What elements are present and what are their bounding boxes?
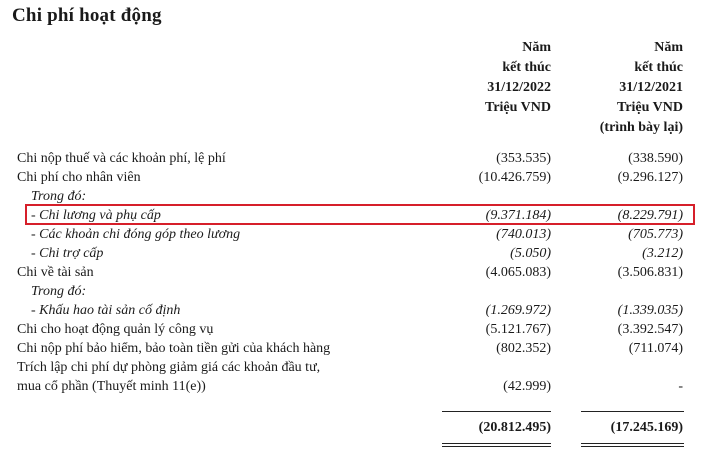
table-row [0,244,717,263]
value-2022: (740.013) [496,227,551,242]
section-title: Chi phí hoạt động [12,5,162,26]
table-row [0,339,717,358]
value-2022: (353.535) [496,151,551,166]
table-row [0,282,717,301]
column-header-date: 31/12/2022 [487,80,551,95]
row-label: - Chi lương và phụ cấp [31,208,161,223]
total-double-rule-2022-a [442,443,551,444]
value-2021: (1.339.035) [617,303,683,318]
row-label: Chi nộp thuế và các khoản phí, lệ phí [17,151,226,166]
row-label: - Khấu hao tài sản cố định [31,303,181,318]
total-2021: (17.245.169) [610,420,683,435]
column-header-unit: Triệu VND [617,100,683,115]
column-header-date: 31/12/2021 [619,80,683,95]
highlight-box [25,204,695,225]
expense-table [0,149,717,396]
total-2022: (20.812.495) [478,420,551,435]
row-label: - Các khoản chi đóng góp theo lương [31,227,241,242]
column-header-2021 [553,38,683,138]
table-row [0,301,717,320]
total-double-rule-2022-b [442,446,551,447]
column-header-line: kết thúc [502,60,551,75]
column-header-note: (trình bày lại) [599,120,683,135]
table-row [0,149,717,168]
total-top-rule-2022 [442,411,551,412]
total-double-rule-2021-b [581,446,684,447]
column-header-unit: Triệu VND [485,100,551,115]
table-row [0,225,717,244]
value-2022: (9.371.184) [485,208,551,223]
table-row [0,168,717,187]
row-label: Chi cho hoạt động quản lý công vụ [17,322,214,337]
total-top-rule-2021 [581,411,684,412]
row-label: Trong đó: [31,189,87,204]
column-header-line: Năm [522,40,551,55]
value-2021: (3.506.831) [617,265,683,280]
value-2021: (3.212) [642,246,683,261]
value-2021: (711.074) [628,341,683,356]
value-2022: (802.352) [496,341,551,356]
value-2021: - [678,379,683,394]
value-2021: (8.229.791) [617,208,683,223]
table-row [0,320,717,339]
value-2022: (5.121.767) [485,322,551,337]
total-double-rule-2021-a [581,443,684,444]
table-row [0,263,717,282]
column-header-line: Năm [654,40,683,55]
table-row [0,358,717,396]
row-label: - Chi trợ cấp [31,246,104,261]
row-label: Chi phí cho nhân viên [17,170,141,185]
value-2021: (9.296.127) [617,170,683,185]
value-2021: (3.392.547) [617,322,683,337]
row-label-line: Trích lập chi phí dự phòng giảm giá các khoản đầu tư, [17,360,321,375]
row-label: Chi nộp phí bảo hiểm, bảo toàn tiền gửi của khách hàng [17,341,331,356]
value-2022: (4.065.083) [485,265,551,280]
value-2022: (10.426.759) [478,170,551,185]
row-label: Trong đó: [31,284,87,299]
row-label [17,358,320,396]
value-2022: (1.269.972) [485,303,551,318]
value-2022: (5.050) [510,246,551,261]
column-header-2022 [421,38,551,118]
row-label-line: mua cổ phần (Thuyết minh 11(e)) [17,379,206,394]
value-2021: (338.590) [628,151,683,166]
column-header-line: kết thúc [634,60,683,75]
value-2022: (42.999) [503,379,551,394]
row-label: Chi về tài sản [17,265,94,280]
value-2021: (705.773) [628,227,683,242]
